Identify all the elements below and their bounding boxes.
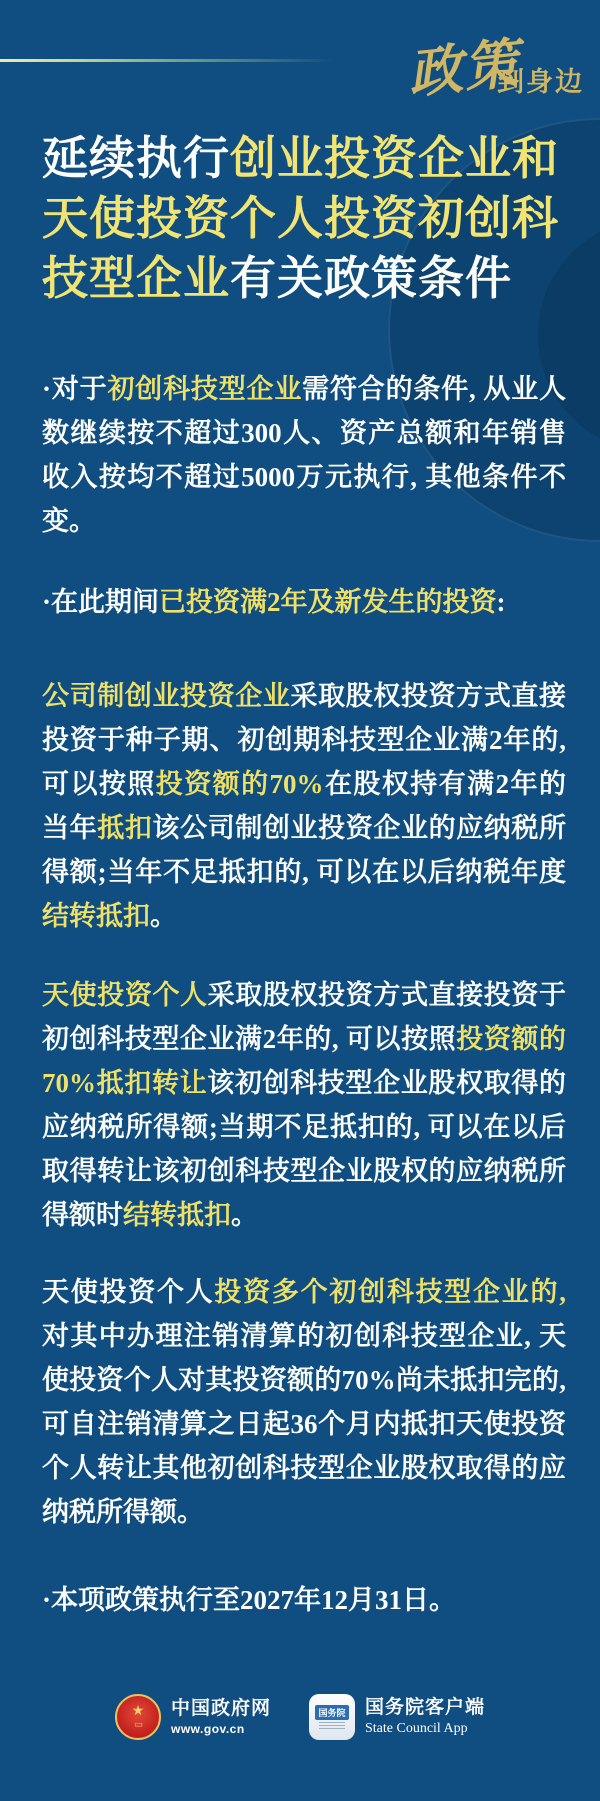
app-logo-group [309,1694,485,1740]
text-segment-white: 天使投资个人 [42,1277,215,1307]
paragraph-angel-investor [42,973,566,1237]
text-segment-yellow: 结转抵扣 [123,1200,231,1230]
text-segment-white: : [496,587,506,617]
brand-script-text: 政策 [404,30,524,106]
text-segment-yellow: 投资多个初创科技型企业的, [214,1277,567,1307]
text-segment-white: 该公司制创业投资企业的应纳税所得额;当年不足抵扣的, 可以在以后纳税年度 [42,813,567,887]
paragraph-period-scope [42,580,566,624]
app-subtitle: State Council App [365,1721,468,1736]
emblem-gate: ▭ [134,1719,142,1729]
brand-logo [400,30,600,116]
brand-rest-text: 到身边 [497,67,584,97]
header-divider-line [0,59,334,62]
text-segment-white: 对其中办理注销清算的初创科技型企业, 天使投资个人对其投资额的70%尚未抵扣完的, 可自注销清算之日起36个月内抵扣天使投资个人转让其他初创科技型企业股权取得的应纳税所得额。 [42,1321,566,1527]
app-name: 国务院客户端 [365,1697,486,1718]
text-segment-yellow: 初创科技型企业 [107,374,303,404]
app-icon-badge: 国务院 [315,1705,348,1720]
footer [0,1694,600,1754]
paragraph-startup-conditions [42,367,566,543]
emblem-star: ★ [131,1702,145,1718]
text-segment-yellow: 天使投资个人 [42,980,208,1010]
text-segment-white: ·在此期间 [42,587,160,617]
state-council-app-icon [309,1694,355,1740]
text-segment-white: 在股权持有满2年的当年 [42,769,567,843]
text-segment-yellow: 投资额的70%抵扣转让 [42,1024,567,1098]
text-segment-white: ·本项政策执行至2027年12月31日。 [42,1585,457,1615]
gov-site-name: 中国政府网 [170,1698,271,1719]
text-segment-white: ·对于 [42,374,108,404]
app-icon-lines [319,1722,345,1730]
page-title [42,128,566,308]
gov-logo-group [115,1694,271,1740]
text-segment-white: 延续执行 [42,131,230,185]
paragraph-corporate-vc [42,674,566,938]
text-segment-white: 有关政策条件 [230,251,512,305]
text-segment-yellow: 公司制创业投资企业 [42,681,291,711]
text-segment-white: 采取股权投资方式直接投资于初创科技型企业满2年的, 可以按照 [42,980,567,1054]
text-segment-white: 该初创科技型企业股权取得的应纳税所得额;当期不足抵扣的, 可以在以后取得转让该初创科技型企业股权的应纳税所得额时 [42,1068,567,1230]
text-segment-yellow: 投资额的70% [155,769,324,799]
text-segment-white: 需符合的条件, 从业人数继续按不超过300人、资产总额和年销售收入按均不超过5000万元执行, 其他条件不变。 [42,374,567,536]
gov-site-url: www.gov.cn [170,1722,245,1736]
text-segment-white: 。 [231,1200,258,1230]
text-segment-yellow: 结转抵扣 [42,901,150,931]
text-segment-white: 。 [150,901,177,931]
text-segment-title_yellow: 创业投资企业和天使投资个人投资初创科技型企业 [42,131,559,305]
text-segment-white: 采取股权投资方式直接投资于种子期、初创期科技型企业满2年的, 可以按照 [42,681,566,799]
paragraph-policy-deadline [42,1578,566,1622]
national-emblem-icon [115,1694,161,1740]
text-segment-yellow: 已投资满2年及新发生的投资 [159,587,497,617]
paragraph-angel-multiple-companies [42,1270,566,1534]
text-segment-yellow: 抵扣 [97,813,153,843]
